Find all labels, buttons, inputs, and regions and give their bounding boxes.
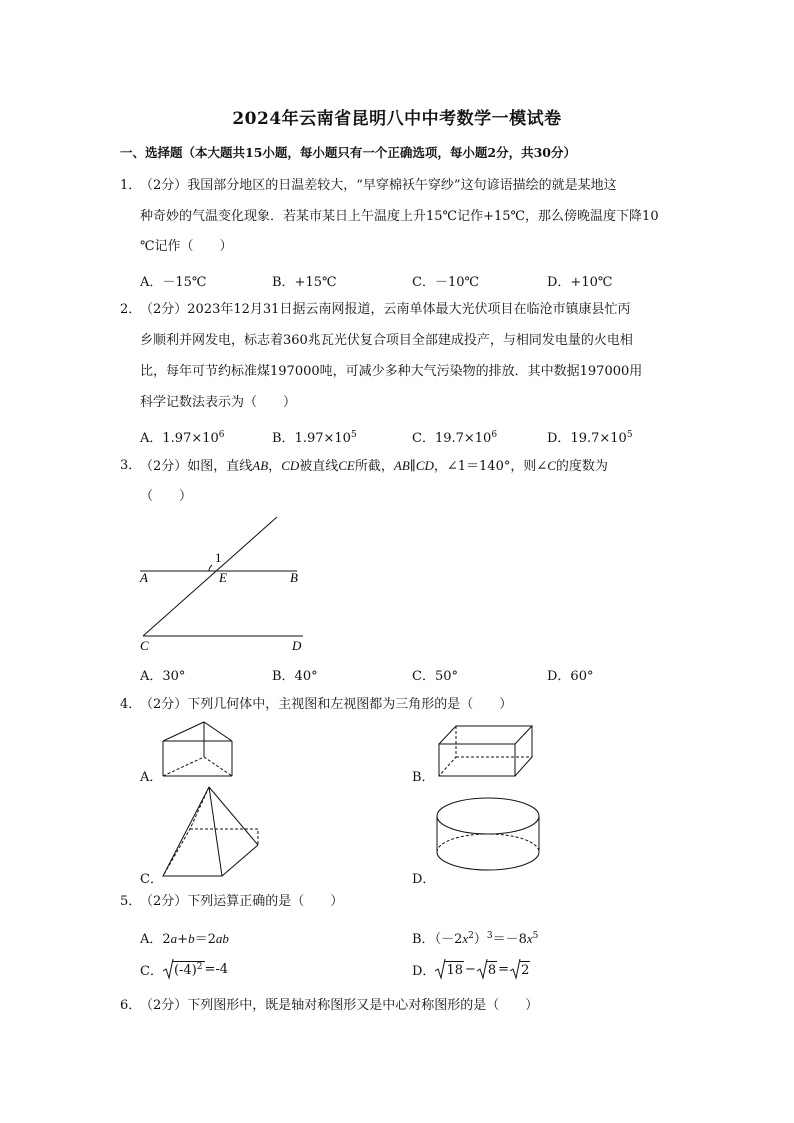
q3-text-seg: ，∠1＝140°，则∠ — [433, 459, 548, 474]
radical-icon — [435, 958, 445, 980]
radical-icon — [477, 958, 487, 980]
q3-option-a[interactable]: A．30° — [140, 669, 186, 684]
label-1: 1 — [215, 550, 222, 565]
q1-option-d[interactable]: D．+10℃ — [547, 275, 613, 290]
q5-a-var: ab — [215, 931, 229, 946]
q5-option-c[interactable] — [140, 958, 228, 980]
q5-a-var: b — [188, 931, 195, 946]
q5-c-inner: (-4) — [173, 962, 197, 978]
q5-a-var: a — [170, 931, 178, 946]
q2-option-b-label: B． — [272, 431, 295, 446]
q5-option-b[interactable] — [412, 928, 538, 947]
q2-option-d-label: D． — [547, 431, 571, 446]
q5-a-seg: + — [177, 932, 189, 947]
q5-d-expr — [412, 958, 530, 980]
q5-c-label: C． — [140, 963, 163, 979]
q2-number: 2． — [120, 302, 142, 317]
q2-option-c[interactable] — [412, 427, 497, 446]
q4-option-b-cuboid — [436, 722, 536, 780]
q3-option-b[interactable]: B．40° — [272, 669, 318, 684]
q3-line-2: （ ） — [140, 489, 193, 504]
q2-option-b[interactable] — [272, 427, 357, 446]
q2-option-b-base: 1.97×10 — [294, 431, 351, 446]
q3-number: 3． — [120, 458, 142, 473]
q1-line-1: （2分）我国部分地区的日温差较大，“早穿棉袄午穿纱”这句谚语描绘的就是某地这 — [140, 178, 617, 193]
q5-number: 5． — [120, 894, 142, 909]
q2-line-2: 乡顺利并网发电，标志着360兆瓦光伏复合项目全部建成投产，与相同发电量的火电相 — [140, 333, 633, 348]
q4-option-c-label[interactable]: C． — [140, 872, 163, 887]
q3-var-ce: CE — [338, 458, 355, 473]
q1-option-b[interactable]: B．+15℃ — [272, 275, 337, 290]
q5-a-label: A． — [140, 932, 163, 947]
q5-d-equals: = — [498, 961, 510, 977]
q4-option-d-label[interactable]: D． — [412, 872, 436, 887]
q3-text-seg: ， — [268, 459, 282, 474]
label-c: C — [140, 638, 149, 653]
page-title: 2024年云南省昆明八中中考数学一模试卷 — [232, 109, 562, 129]
q3-text-seg: 所截， — [354, 459, 394, 474]
q2-option-a-label: A． — [140, 431, 163, 446]
q1-option-c[interactable]: C．－10℃ — [412, 275, 480, 290]
q4-option-a-prism — [160, 718, 240, 780]
q5-b-label: B． — [412, 932, 435, 947]
q2-line-4: 科学记数法表示为（ ） — [140, 395, 297, 410]
q4-option-d-cylinder — [434, 794, 544, 876]
label-d: D — [292, 638, 302, 653]
q3-var-ab: AB — [252, 458, 269, 473]
q2-line-3: 比，每年可节约标准煤197000吨，可减少多种大气污染物的排放．其中数据197000用 — [140, 364, 643, 379]
q3-option-d[interactable]: D．60° — [547, 669, 594, 684]
section-heading: 一、选择题（本大题共15小题，每小题只有一个正确选项，每小题2分，共30分） — [120, 145, 576, 160]
label-a: A — [140, 570, 148, 585]
q5-d-minus: − — [464, 961, 476, 977]
q3-var-ab: AB — [393, 458, 410, 473]
q3-text-seg: （2分）如图，直线 — [140, 459, 253, 474]
q2-option-c-base: 19.7×10 — [434, 431, 492, 446]
q3-text-seg: 被直线 — [299, 459, 339, 474]
q5-b-seg: ＝－8 — [492, 932, 527, 947]
q4-option-c-pyramid — [160, 784, 260, 884]
q5-c-expr — [140, 958, 228, 980]
q5-c-rest: =-4 — [204, 961, 229, 977]
q1-line-2: 种奇妙的气温变化现象．若某市某日上午温度上升15℃记作+15℃，那么傍晚温度下降10 — [140, 209, 659, 224]
q1-line-3: ℃记作（ ） — [140, 239, 233, 254]
q3-option-c[interactable]: C．50° — [412, 669, 458, 684]
q2-option-d[interactable] — [547, 427, 633, 446]
q5-a-seg: 2 — [162, 932, 171, 947]
q2-option-d-base: 19.7×10 — [570, 431, 627, 446]
q5-d-label: D． — [412, 963, 436, 979]
q1-number: 1． — [120, 178, 142, 193]
q5-d-radicand-1: 18 — [446, 962, 463, 978]
radical-icon — [510, 958, 520, 980]
angle-1-arc — [209, 565, 212, 571]
q4-option-b-label[interactable]: B． — [412, 770, 435, 785]
q4-text: （2分）下列几何体中，主视图和左视图都为三角形的是（ ） — [140, 697, 513, 712]
q5-c-exp: 2 — [196, 961, 203, 972]
q3-var-cd: CD — [415, 458, 434, 473]
q5-option-a[interactable] — [140, 928, 229, 947]
line-ce — [143, 517, 277, 636]
q5-b-seg: （－2 — [434, 932, 463, 947]
q5-option-d[interactable] — [412, 958, 530, 980]
q5-b-exp: 2 — [468, 931, 474, 941]
q1-option-a[interactable]: A．－15℃ — [140, 275, 207, 290]
q5-d-radicand-2: 8 — [487, 962, 497, 978]
q5-b-var: x — [526, 931, 533, 946]
q2-option-a-base: 1.97×10 — [162, 431, 219, 446]
q3-var-cd: CD — [281, 458, 300, 473]
q3-var-c: C — [547, 458, 556, 473]
q2-option-c-exp: 6 — [491, 430, 498, 440]
q3-figure — [130, 512, 330, 657]
q5-b-exp: 5 — [532, 931, 539, 941]
q5-a-seg: ＝2 — [194, 932, 216, 947]
label-e: E — [219, 570, 227, 585]
q2-option-b-exp: 5 — [350, 430, 357, 440]
q6-text: （2分）下列图形中，既是轴对称图形又是中心对称图形的是（ ） — [140, 998, 539, 1013]
q5-b-var: x — [462, 931, 469, 946]
q3-line-1 — [140, 458, 608, 475]
q5-text: （2分）下列运算正确的是（ ） — [140, 894, 344, 909]
q2-option-a-exp: 6 — [218, 430, 225, 440]
q6-number: 6． — [120, 998, 142, 1013]
q3-parallel-sign: ∥ — [409, 459, 416, 474]
q2-line-1: （2分）2023年12月31日据云南网报道，云南单体最大光伏项目在临沧市镇康县忙丙 — [140, 302, 631, 317]
q4-number: 4． — [120, 697, 142, 712]
label-b: B — [290, 570, 298, 585]
q5-c-radicand — [173, 961, 205, 978]
q5-d-radicand-3: 2 — [521, 962, 530, 978]
radical-icon — [163, 958, 173, 980]
q2-option-d-exp: 5 — [626, 430, 633, 440]
q2-option-a[interactable] — [140, 427, 225, 446]
q5-b-exp: 3 — [486, 931, 493, 941]
q4-option-a-label[interactable]: A． — [140, 770, 163, 785]
q3-text-seg: 的度数为 — [555, 459, 608, 474]
q2-option-c-label: C． — [412, 431, 435, 446]
q5-b-seg: ） — [473, 932, 487, 947]
